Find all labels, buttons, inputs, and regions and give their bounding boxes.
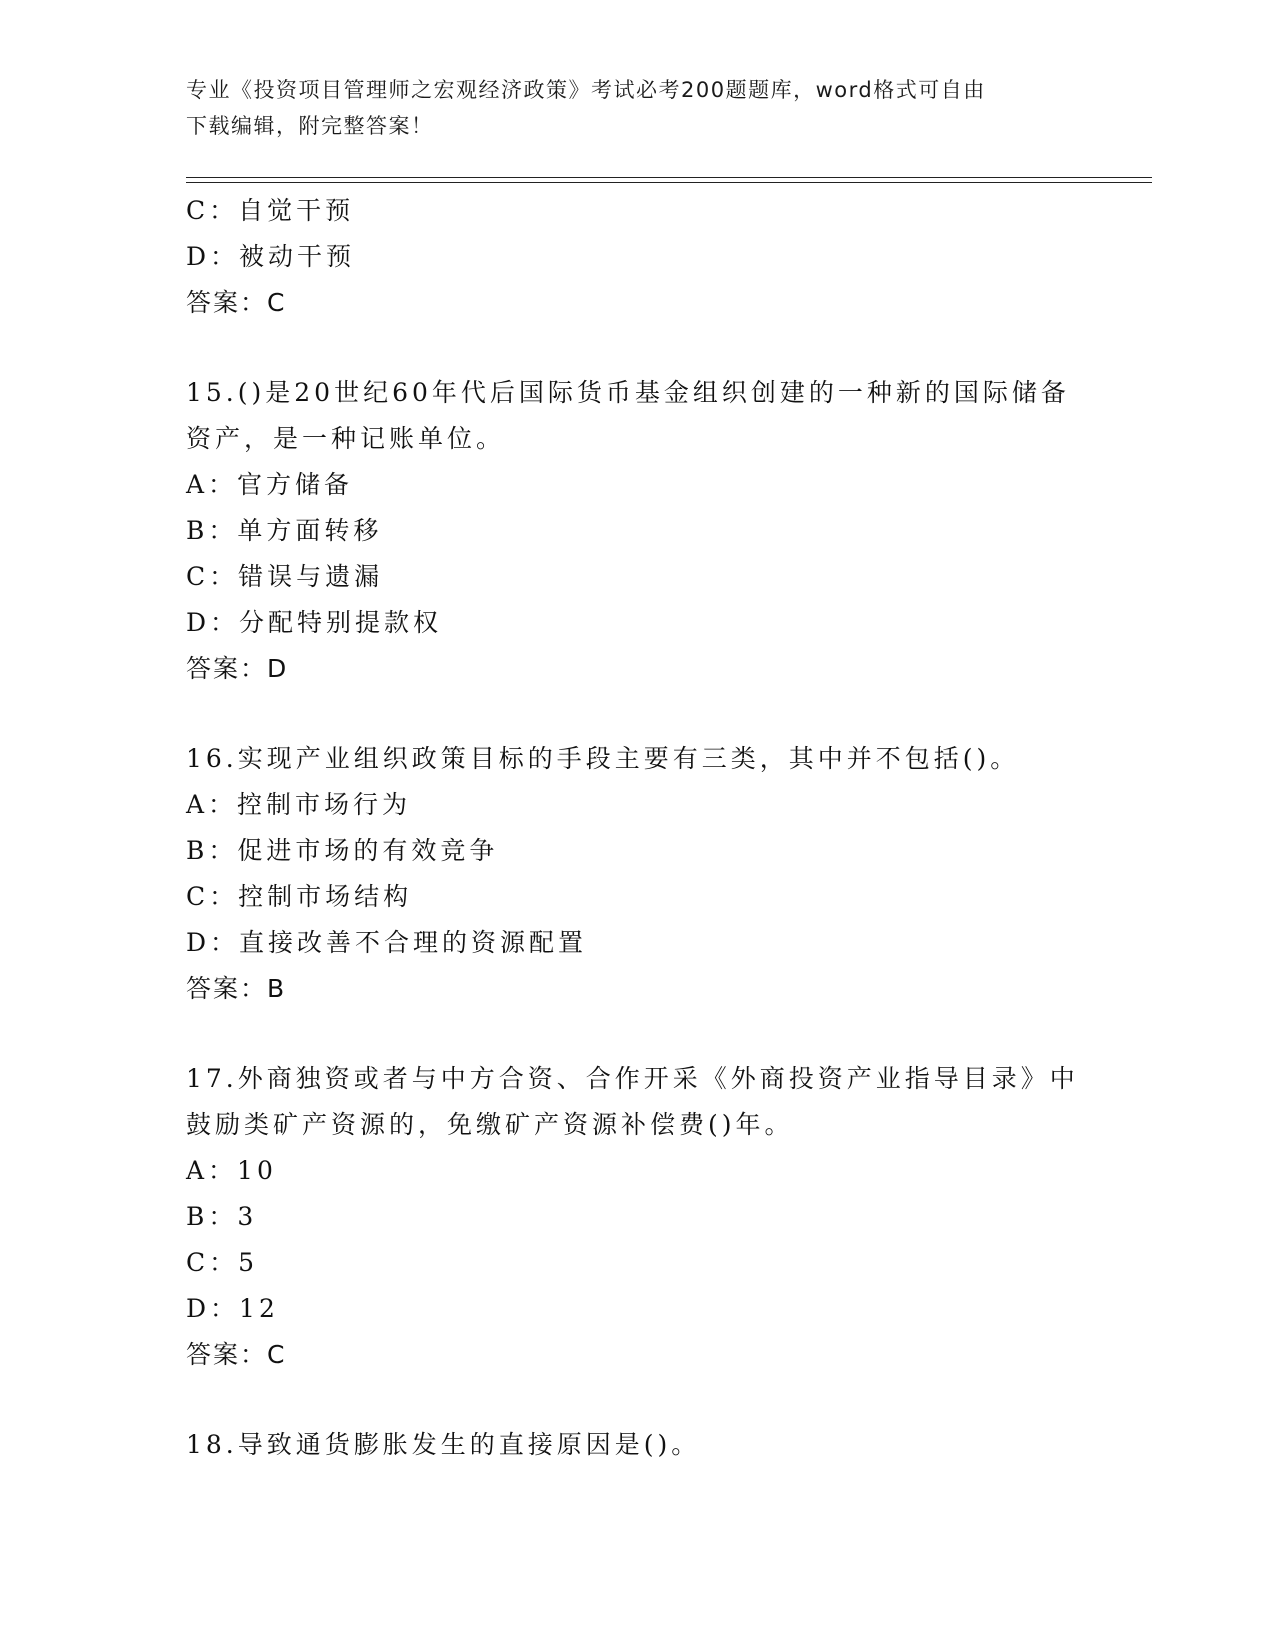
answer-line: 答案：D xyxy=(186,654,289,683)
option-c: C：错误与遗漏 xyxy=(186,562,384,591)
header-divider-top xyxy=(186,177,1152,178)
option-a: A：官方储备 xyxy=(186,470,354,499)
answer-line: 答案：C xyxy=(186,1340,287,1369)
question-block-18 xyxy=(186,1422,1086,1468)
option-a: A：控制市场行为 xyxy=(186,790,412,819)
option-a: A：10 xyxy=(186,1156,277,1185)
question-block-14 xyxy=(186,188,1086,326)
option-b: B：促进市场的有效竞争 xyxy=(186,836,499,865)
question-stem-cont: 资产，是一种记账单位。 xyxy=(186,424,506,453)
question-block-15 xyxy=(186,370,1086,692)
question-block-16 xyxy=(186,736,1086,1012)
question-stem-cont: 鼓励类矿产资源的，免缴矿产资源补偿费()年。 xyxy=(186,1110,794,1139)
question-stem: 18.导致通货膨胀发生的直接原因是()。 xyxy=(186,1430,701,1459)
option-d: D：直接改善不合理的资源配置 xyxy=(186,928,588,957)
answer-line: 答案：C xyxy=(186,288,287,317)
question-stem: 17.外商独资或者与中方合资、合作开采《外商投资产业指导目录》中 xyxy=(186,1064,1079,1093)
header-line-1: 专业《投资项目管理师之宏观经济政策》考试必考200题题库，word格式可自由 xyxy=(186,78,986,102)
option-d: D：被动干预 xyxy=(186,242,356,271)
header-line-2: 下载编辑，附完整答案！ xyxy=(186,114,434,138)
answer-line: 答案：B xyxy=(186,974,287,1003)
option-d: D：分配特别提款权 xyxy=(186,608,443,637)
option-b: B：3 xyxy=(186,1202,258,1231)
option-c: C：5 xyxy=(186,1248,259,1277)
option-b: B：单方面转移 xyxy=(186,516,383,545)
question-stem: 15.()是20世纪60年代后国际货币基金组织创建的一种新的国际储备 xyxy=(186,378,1070,407)
question-block-17 xyxy=(186,1056,1086,1378)
header-divider-bottom xyxy=(186,182,1152,183)
option-d: D：12 xyxy=(186,1294,279,1323)
question-list xyxy=(186,188,1086,1468)
option-c: C：控制市场结构 xyxy=(186,882,413,911)
option-c: C：自觉干预 xyxy=(186,196,355,225)
document-header xyxy=(186,72,1066,144)
question-stem: 16.实现产业组织政策目标的手段主要有三类，其中并不包括()。 xyxy=(186,744,1020,773)
